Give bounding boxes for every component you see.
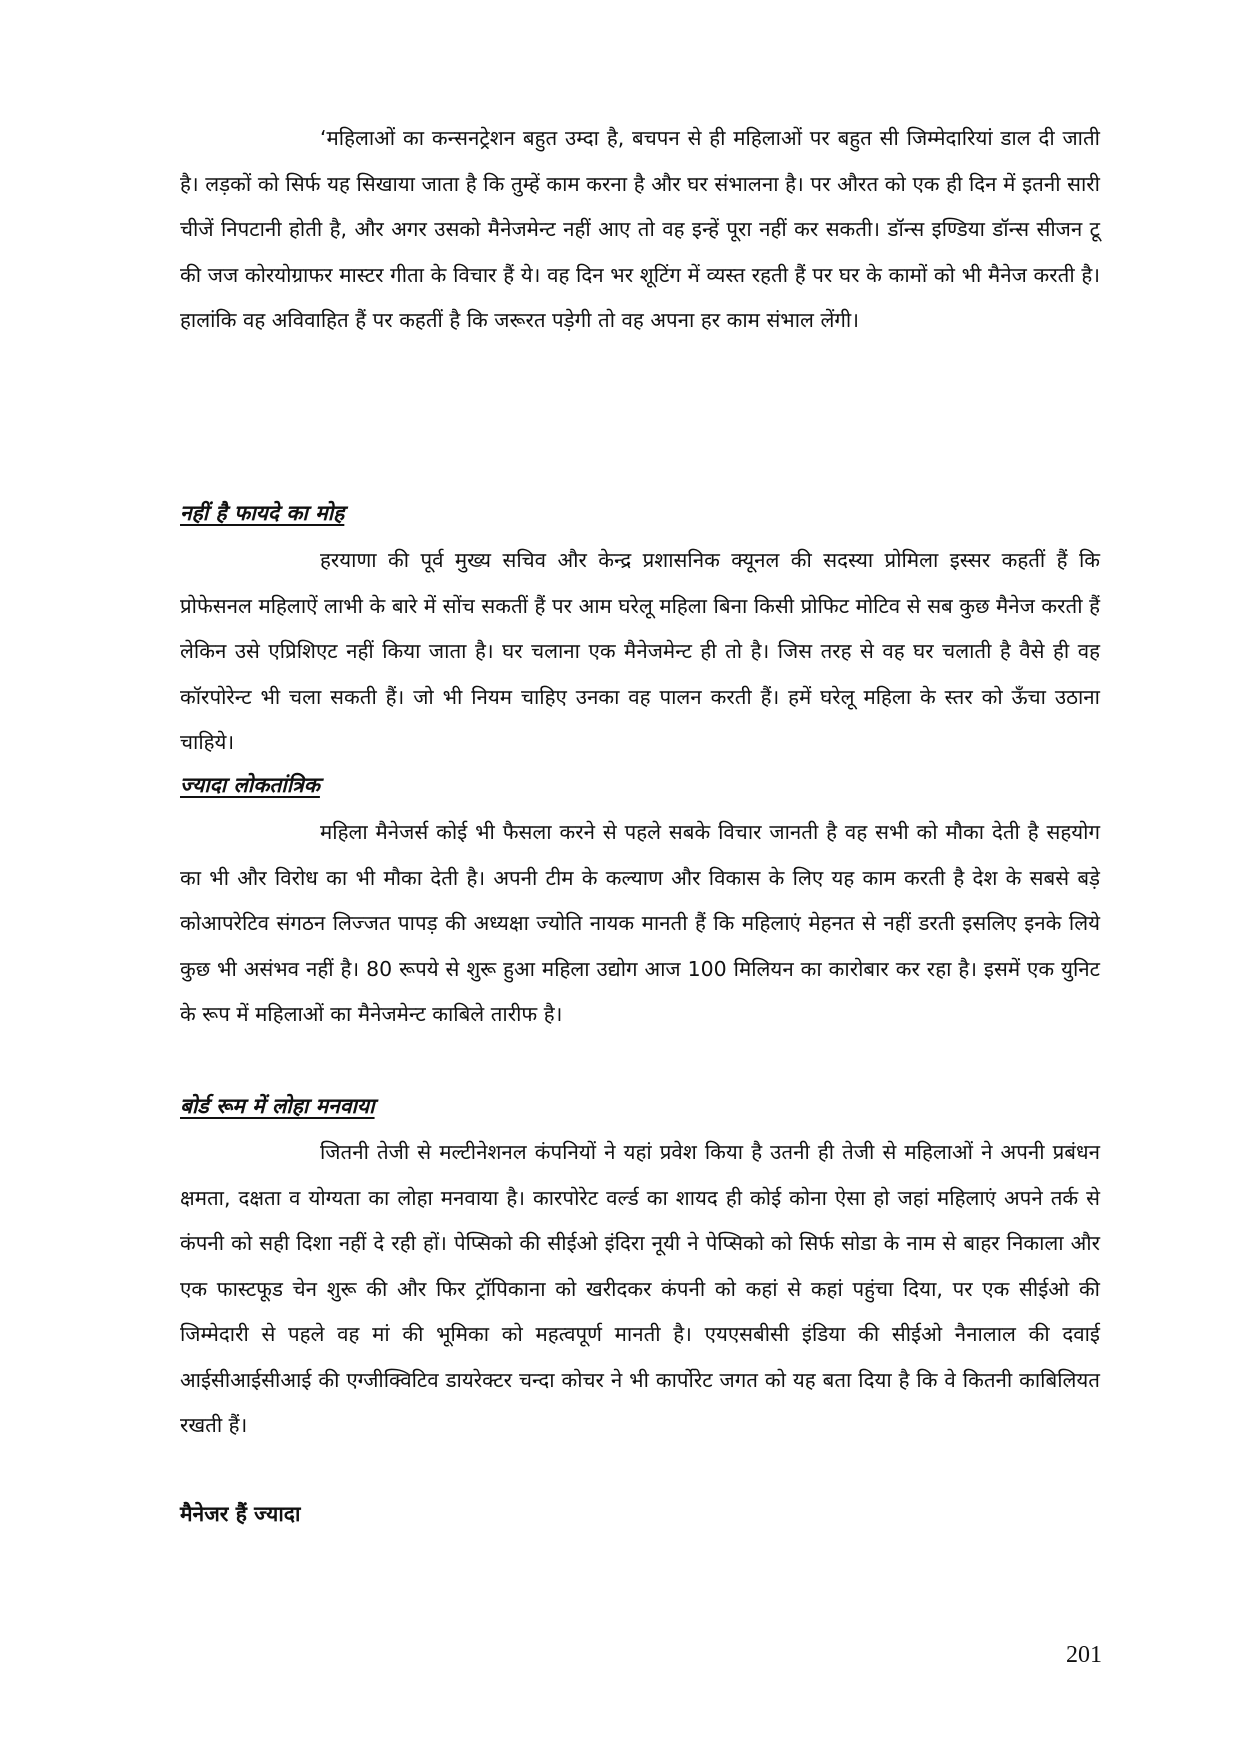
paragraph-no-profit-motive: हरयाणा की पूर्व मुख्य सचिव और केन्द्र प्रशासनिक क्यूनल की सदस्या प्रोमिला इस्सर कहतीं हैं कि प्रोफेसनल महिलाऐं लाभी के बारे में सोंच सकतीं हैं पर आम घरेलू महिला बिना किसी प्रोफिट मोटिव से सब कुछ मैनेज करती हैं लेकिन उसे एप्रिशिएट नहीं किया जाता है। घर चलाना एक मैनेजमेन्ट ही तो है। जिस तरह से वह घर चलाती है वैसे ही वह कॉरपोरेन्ट भी चला सकती हैं। जो भी नियम चाहिए उनका वह पालन करती हैं। हमें घरेलू महिला के स्तर को ऊँचा उठाना चाहिये। [180, 548, 1100, 754]
heading-board-room: बोर्ड रूम में लोहा मनवाया [180, 1094, 375, 1118]
heading-no-profit-motive: नहीं है फायदे का मोह [180, 501, 345, 525]
page-number: 201 [1066, 1642, 1102, 1668]
intro-paragraph: ‘महिलाओं का कन्सनट्रेशन बहुत उम्दा है, बचपन से ही महिलाओं पर बहुत सी जिम्मेदारियां डाल दी जाती है। लड़कों को सिर्फ यह सिखाया जाता है कि तुम्हें काम करना है और घर संभालना है। पर औरत को एक ही दिन में इतनी सारी चीजें निपटानी होती है, और अगर उसको मैनेजमेन्ट नहीं आए तो वह इन्हें पूरा नहीं कर सकती। डॉन्स इण्डिया डॉन्स सीजन टू की जज कोरयोग्राफर मास्टर गीता के विचार हैं ये। वह दिन भर शूटिंग में व्यस्त रहती हैं पर घर के कामों को भी मैनेज करती है। हालांकि वह अविवाहित हैं पर कहतीं है कि जरूरत पड़ेगी तो वह अपना हर काम संभाल लेंगी। [180, 126, 1100, 332]
paragraph-more-democratic: महिला मैनेजर्स कोई भी फैसला करने से पहले सबके विचार जानती है वह सभी को मौका देती है सहयोग का भी और विरोध का भी मौका देती है। अपनी टीम के कल्याण और विकास के लिए यह काम करती है देश के सबसे बड़े कोआपरेटिव संगठन लिज्जत पापड़ की अध्यक्षा ज्योति नायक मानती हैं कि महिलाएं मेहनत से नहीं डरती इसलिए इनके लिये कुछ भी असंभव नहीं है। 80 रूपये से शुरू हुआ महिला उद्योग आज 100 मिलियन का कारोबार कर रहा है। इसमें एक युनिट के रूप में महिलाओं का मैनेजमेन्ट काबिले तारीफ है। [180, 820, 1100, 1026]
heading-more-democratic: ज्यादा लोकतांत्रिक [180, 773, 320, 797]
heading-managers-more: मैनेजर हैं ज्यादा [180, 1502, 301, 1526]
paragraph-board-room: जितनी तेजी से मल्टीनेशनल कंपनियों ने यहां प्रवेश किया है उतनी ही तेजी से महिलाओं ने अपनी प्रबंधन क्षमता, दक्षता व योग्यता का लोहा मनवाया है। कारपोरेट वर्ल्ड का शायद ही कोई कोना ऐसा हो जहां महिलाएं अपने तर्क से कंपनी को सही दिशा नहीं दे रही हों। पेप्सिको की सीईओ इंदिरा नूयी ने पेप्सिको को सिर्फ सोडा के नाम से बाहर निकाला और एक फास्टफूड चेन शुरू की और फिर ट्रॉपिकाना को खरीदकर कंपनी को कहां से कहां पहुंचा दिया, पर एक सीईओ की जिम्मेदारी से पहले वह मां की भूमिका को महत्वपूर्ण मानती है। एयएसबीसी इंडिया की सीईओ नैनालाल की दवाई आईसीआईसीआई की एग्जीक्विटिव डायरेक्टर चन्दा कोचर ने भी कार्पोरेट जगत को यह बता दिया है कि वे कितनी काबिलियत रखती हैं। [180, 1140, 1100, 1437]
